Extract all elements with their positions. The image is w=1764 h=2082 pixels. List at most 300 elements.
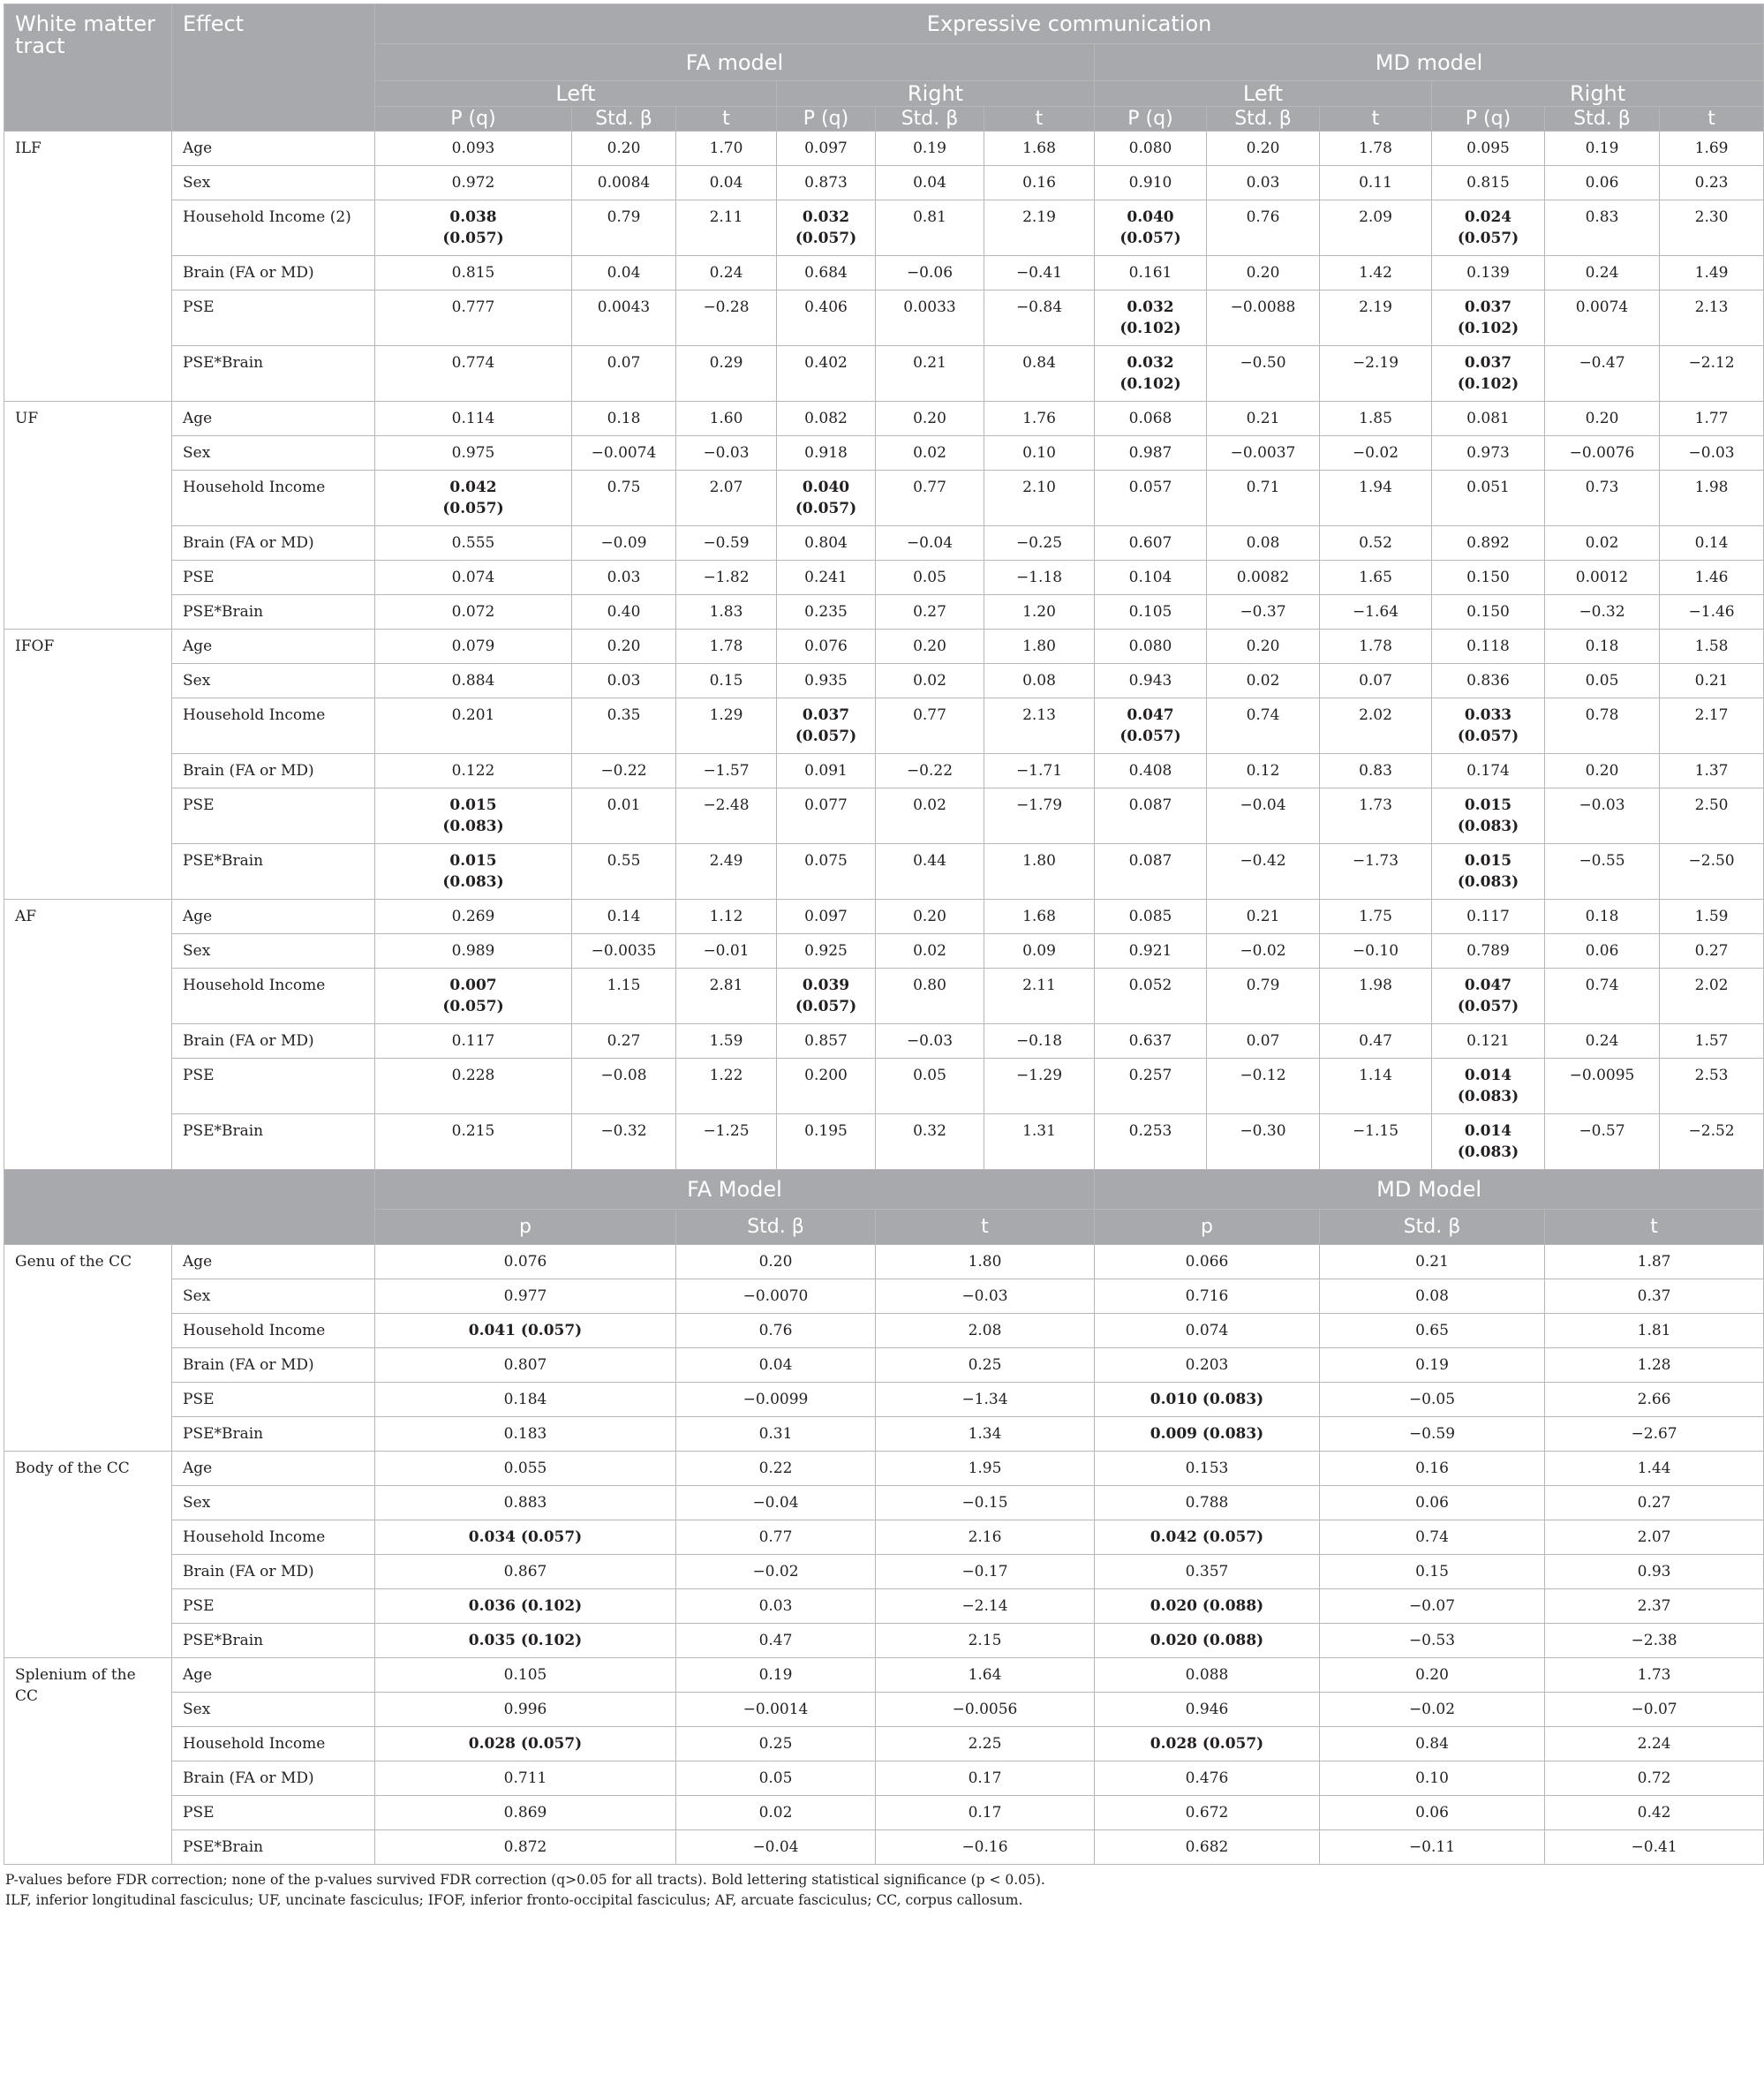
p-value: 0.975: [451, 444, 495, 462]
p-value: 0.072: [451, 603, 495, 621]
value-cell: 0.0012: [1545, 561, 1660, 595]
p-value-cell: [375, 561, 572, 595]
subheader-cell: t: [676, 107, 777, 132]
q-value: (0.083): [1457, 1143, 1519, 1161]
p-value-cell: [1432, 969, 1545, 1024]
results-table: [4, 4, 1764, 1865]
cc-subheader-cell: Std. β: [676, 1210, 876, 1245]
p-value-cell: [777, 595, 876, 630]
value-cell: −0.25: [984, 526, 1095, 561]
value-cell: 0.16: [984, 166, 1095, 200]
subheader-cell: P (q): [777, 107, 876, 132]
value-cell: −0.0099: [676, 1383, 876, 1417]
p-value-cell: [375, 200, 572, 256]
p-value: 0.684: [804, 264, 848, 282]
value-cell: −0.22: [876, 754, 984, 788]
effect-label: Household Income: [172, 698, 375, 754]
value-cell: −0.15: [876, 1486, 1095, 1520]
header-md-right: Right: [1432, 81, 1764, 107]
subheader-cell: Std. β: [1207, 107, 1320, 132]
value-cell: 0.84: [1320, 1727, 1545, 1761]
value-cell: 1.80: [984, 844, 1095, 900]
p-value: 0.087: [1128, 796, 1172, 814]
value-cell: 2.11: [676, 200, 777, 256]
p-value: 0.097: [804, 140, 848, 157]
cc-subheader-cell: p: [375, 1210, 676, 1245]
value-cell: 1.14: [1320, 1059, 1432, 1114]
value-cell: 0.0074: [1545, 290, 1660, 346]
cc-tract-name: Body of the CC: [4, 1452, 172, 1658]
q-value: (0.057): [442, 998, 504, 1015]
p-value-cell: [1095, 436, 1207, 471]
p-value: 0.081: [1466, 410, 1510, 427]
p-value-cell: [1095, 1059, 1207, 1114]
value-cell: 0.21: [1320, 1245, 1545, 1279]
value-cell: 1.94: [1320, 471, 1432, 526]
effect-label: Household Income: [172, 1520, 375, 1555]
p-value: 0.150: [1466, 603, 1510, 621]
p-value-cell: [1432, 595, 1545, 630]
p-value-cell: [1432, 132, 1545, 166]
value-cell: −0.0095: [1545, 1059, 1660, 1114]
value-cell: 0.14: [1660, 526, 1764, 561]
p-value-cell: [1432, 290, 1545, 346]
p-value: 0.114: [451, 410, 495, 427]
effect-label: Brain (FA or MD): [172, 1761, 375, 1796]
value-cell: 1.60: [676, 402, 777, 436]
value-cell: 0.20: [1207, 256, 1320, 290]
value-cell: 1.98: [1320, 969, 1432, 1024]
value-cell: 1.80: [984, 630, 1095, 664]
value-cell: 1.28: [1545, 1348, 1764, 1383]
q-value: (0.057): [1457, 230, 1519, 247]
p-value-cell: 0.682: [1095, 1830, 1320, 1865]
value-cell: 0.03: [676, 1589, 876, 1624]
value-cell: 2.19: [984, 200, 1095, 256]
p-value: 0.033: [1464, 706, 1512, 724]
table-row: [4, 900, 1764, 934]
p-value-cell: 0.010 (0.083): [1095, 1383, 1320, 1417]
p-value-cell: [1095, 844, 1207, 900]
value-cell: 0.20: [572, 630, 676, 664]
p-value-cell: 0.869: [375, 1796, 676, 1830]
p-value-cell: 0.183: [375, 1417, 676, 1452]
p-value: 0.815: [1466, 174, 1510, 192]
p-value-cell: 0.088: [1095, 1658, 1320, 1693]
value-cell: 0.18: [1545, 900, 1660, 934]
value-cell: 0.19: [676, 1658, 876, 1693]
effect-label: Sex: [172, 436, 375, 471]
value-cell: −0.0076: [1545, 436, 1660, 471]
value-cell: −0.02: [1207, 934, 1320, 969]
p-value-cell: [777, 436, 876, 471]
p-value-cell: [375, 132, 572, 166]
value-cell: 0.02: [876, 934, 984, 969]
p-value-cell: [1432, 934, 1545, 969]
effect-label: PSE*Brain: [172, 1624, 375, 1658]
value-cell: 2.08: [876, 1314, 1095, 1348]
effect-label: PSE: [172, 1059, 375, 1114]
table-row: [4, 346, 1764, 402]
p-value: 0.015: [449, 796, 497, 814]
p-value: 0.637: [1128, 1032, 1172, 1050]
value-cell: −0.22: [572, 754, 676, 788]
table-row: [4, 471, 1764, 526]
cc-table-row: [4, 1624, 1764, 1658]
value-cell: 0.05: [676, 1761, 876, 1796]
p-value: 0.972: [451, 174, 495, 192]
value-cell: 0.29: [676, 346, 777, 402]
value-cell: −0.37: [1207, 595, 1320, 630]
p-value: 0.884: [451, 672, 495, 690]
p-value-cell: [1432, 561, 1545, 595]
p-value-cell: [1095, 969, 1207, 1024]
value-cell: 1.73: [1320, 788, 1432, 844]
table-row: [4, 754, 1764, 788]
p-value: 0.039: [802, 977, 850, 994]
effect-label: PSE: [172, 788, 375, 844]
value-cell: 1.78: [676, 630, 777, 664]
value-cell: 0.27: [1660, 934, 1764, 969]
p-value-cell: 0.036 (0.102): [375, 1589, 676, 1624]
value-cell: 0.93: [1545, 1555, 1764, 1589]
table-row: [4, 561, 1764, 595]
p-value: 0.973: [1466, 444, 1510, 462]
value-cell: 2.24: [1545, 1727, 1764, 1761]
value-cell: 0.79: [572, 200, 676, 256]
p-value-cell: 0.716: [1095, 1279, 1320, 1314]
value-cell: 0.47: [676, 1624, 876, 1658]
q-value: (0.102): [1457, 375, 1519, 393]
p-value-cell: 0.996: [375, 1693, 676, 1727]
p-value: 0.257: [1128, 1067, 1172, 1084]
value-cell: 1.46: [1660, 561, 1764, 595]
p-value-cell: [1095, 166, 1207, 200]
value-cell: 0.08: [1207, 526, 1320, 561]
value-cell: 0.81: [876, 200, 984, 256]
value-cell: 2.53: [1660, 1059, 1764, 1114]
value-cell: 0.27: [572, 1024, 676, 1059]
effect-label: Household Income (2): [172, 200, 375, 256]
p-value: 0.057: [1128, 479, 1172, 496]
value-cell: 0.19: [876, 132, 984, 166]
value-cell: 0.32: [876, 1114, 984, 1170]
value-cell: 1.59: [676, 1024, 777, 1059]
p-value: 0.085: [1128, 908, 1172, 925]
p-value-cell: [777, 698, 876, 754]
effect-label: PSE*Brain: [172, 844, 375, 900]
value-cell: 0.27: [1545, 1486, 1764, 1520]
value-cell: −2.19: [1320, 346, 1432, 402]
p-value-cell: [375, 698, 572, 754]
q-value: (0.083): [1457, 1088, 1519, 1105]
p-value-cell: [375, 1024, 572, 1059]
value-cell: 0.83: [1545, 200, 1660, 256]
p-value: 0.121: [1466, 1032, 1510, 1050]
value-cell: 2.50: [1660, 788, 1764, 844]
p-value: 0.921: [1128, 942, 1172, 960]
table-row: [4, 788, 1764, 844]
value-cell: −0.03: [676, 436, 777, 471]
p-value: 0.925: [804, 942, 848, 960]
p-value: 0.047: [1127, 706, 1174, 724]
p-value-cell: [1432, 526, 1545, 561]
p-value: 0.607: [1128, 534, 1172, 552]
cc-table-row: [4, 1383, 1764, 1417]
value-cell: 2.37: [1545, 1589, 1764, 1624]
value-cell: 0.15: [676, 664, 777, 698]
q-value: (0.083): [1457, 818, 1519, 835]
p-value: 0.406: [804, 298, 848, 316]
value-cell: −0.0035: [572, 934, 676, 969]
p-value-cell: [1432, 200, 1545, 256]
value-cell: 0.22: [676, 1452, 876, 1486]
value-cell: −0.0014: [676, 1693, 876, 1727]
effect-label: Brain (FA or MD): [172, 754, 375, 788]
value-cell: −0.16: [876, 1830, 1095, 1865]
p-value: 0.918: [804, 444, 848, 462]
value-cell: −0.47: [1545, 346, 1660, 402]
p-value: 0.015: [1464, 796, 1512, 814]
p-value: 0.032: [1127, 298, 1174, 316]
value-cell: −0.59: [676, 526, 777, 561]
value-cell: 2.07: [1545, 1520, 1764, 1555]
p-value-cell: 0.009 (0.083): [1095, 1417, 1320, 1452]
p-value-cell: [1432, 436, 1545, 471]
p-value: 0.235: [804, 603, 848, 621]
value-cell: 0.10: [984, 436, 1095, 471]
value-cell: −1.64: [1320, 595, 1432, 630]
table-row: [4, 166, 1764, 200]
cc-table-row: [4, 1589, 1764, 1624]
effect-label: PSE*Brain: [172, 595, 375, 630]
p-value-cell: 0.035 (0.102): [375, 1624, 676, 1658]
value-cell: 1.75: [1320, 900, 1432, 934]
p-value: 0.080: [1128, 637, 1172, 655]
q-value: (0.057): [795, 230, 857, 247]
value-cell: 0.27: [876, 595, 984, 630]
p-value-cell: [375, 290, 572, 346]
value-cell: −0.03: [1545, 788, 1660, 844]
p-value-cell: [1095, 290, 1207, 346]
value-cell: 0.03: [572, 664, 676, 698]
value-cell: −0.07: [1545, 1693, 1764, 1727]
p-value: 0.032: [802, 208, 850, 226]
p-value-cell: 0.041 (0.057): [375, 1314, 676, 1348]
p-value-cell: 0.788: [1095, 1486, 1320, 1520]
p-value: 0.836: [1466, 672, 1510, 690]
value-cell: 2.81: [676, 969, 777, 1024]
value-cell: 1.83: [676, 595, 777, 630]
value-cell: −1.18: [984, 561, 1095, 595]
cc-subheader-cell: t: [876, 1210, 1095, 1245]
value-cell: −0.0070: [676, 1279, 876, 1314]
value-cell: −0.06: [876, 256, 984, 290]
value-cell: 2.13: [1660, 290, 1764, 346]
value-cell: −2.14: [876, 1589, 1095, 1624]
value-cell: 0.19: [1320, 1348, 1545, 1383]
p-value: 0.074: [451, 569, 495, 586]
tract-name: AF: [4, 900, 172, 1170]
cc-table-row: [4, 1279, 1764, 1314]
p-value-cell: 0.977: [375, 1279, 676, 1314]
p-value: 0.093: [451, 140, 495, 157]
cc-table-row: [4, 1245, 1764, 1279]
p-value: 0.253: [1128, 1122, 1172, 1140]
effect-label: PSE: [172, 561, 375, 595]
p-value: 0.104: [1128, 569, 1172, 586]
value-cell: 0.11: [1320, 166, 1432, 200]
value-cell: 2.10: [984, 471, 1095, 526]
effect-label: Age: [172, 900, 375, 934]
value-cell: 0.08: [1320, 1279, 1545, 1314]
value-cell: −1.57: [676, 754, 777, 788]
p-value-cell: [1095, 256, 1207, 290]
p-value: 0.015: [449, 852, 497, 870]
subheader-cell: P (q): [1432, 107, 1545, 132]
value-cell: 0.74: [1207, 698, 1320, 754]
value-cell: −0.03: [876, 1279, 1095, 1314]
table-row: [4, 698, 1764, 754]
p-value-cell: [1432, 630, 1545, 664]
p-value-cell: [1095, 934, 1207, 969]
value-cell: 0.42: [1545, 1796, 1764, 1830]
value-cell: 1.98: [1660, 471, 1764, 526]
value-cell: 0.02: [876, 664, 984, 698]
value-cell: −0.18: [984, 1024, 1095, 1059]
value-cell: −1.71: [984, 754, 1095, 788]
p-value: 0.079: [451, 637, 495, 655]
value-cell: 0.01: [572, 788, 676, 844]
value-cell: 1.31: [984, 1114, 1095, 1170]
p-value-cell: [375, 471, 572, 526]
table-row: [4, 402, 1764, 436]
value-cell: 0.19: [1545, 132, 1660, 166]
p-value-cell: [1095, 402, 1207, 436]
q-value: (0.057): [795, 998, 857, 1015]
p-value-cell: [375, 900, 572, 934]
value-cell: 0.20: [876, 630, 984, 664]
p-value-cell: 0.074: [1095, 1314, 1320, 1348]
effect-label: Age: [172, 1245, 375, 1279]
p-value: 0.195: [804, 1122, 848, 1140]
value-cell: 0.12: [1207, 754, 1320, 788]
p-value-cell: 0.028 (0.057): [1095, 1727, 1320, 1761]
effect-label: Age: [172, 1452, 375, 1486]
value-cell: −0.32: [1545, 595, 1660, 630]
effect-label: Age: [172, 1658, 375, 1693]
value-cell: 0.06: [1320, 1486, 1545, 1520]
value-cell: 0.17: [876, 1796, 1095, 1830]
value-cell: 1.73: [1545, 1658, 1764, 1693]
p-value-cell: 0.672: [1095, 1796, 1320, 1830]
p-value: 0.095: [1466, 140, 1510, 157]
subheader-cell: t: [1660, 107, 1764, 132]
value-cell: 0.55: [572, 844, 676, 900]
value-cell: 1.15: [572, 969, 676, 1024]
value-cell: 0.47: [1320, 1024, 1432, 1059]
value-cell: 1.34: [876, 1417, 1095, 1452]
effect-label: Age: [172, 132, 375, 166]
p-value-cell: [777, 1059, 876, 1114]
p-value-cell: [375, 788, 572, 844]
value-cell: −0.41: [1545, 1830, 1764, 1865]
value-cell: −0.09: [572, 526, 676, 561]
p-value-cell: [375, 436, 572, 471]
p-value: 0.015: [1464, 852, 1512, 870]
value-cell: 2.09: [1320, 200, 1432, 256]
effect-label: PSE*Brain: [172, 1114, 375, 1170]
p-value: 0.105: [1128, 603, 1172, 621]
p-value-cell: [1095, 900, 1207, 934]
p-value-cell: [1432, 788, 1545, 844]
value-cell: 0.14: [572, 900, 676, 934]
value-cell: 0.05: [876, 561, 984, 595]
effect-label: PSE: [172, 1796, 375, 1830]
q-value: (0.102): [1119, 320, 1181, 337]
value-cell: 2.13: [984, 698, 1095, 754]
p-value: 0.857: [804, 1032, 848, 1050]
value-cell: 0.20: [676, 1245, 876, 1279]
value-cell: 0.04: [676, 1348, 876, 1383]
value-cell: −1.79: [984, 788, 1095, 844]
p-value: 0.228: [451, 1067, 495, 1084]
q-value: (0.102): [1119, 375, 1181, 393]
value-cell: 0.0033: [876, 290, 984, 346]
cc-subheader-cell: t: [1545, 1210, 1764, 1245]
value-cell: 2.07: [676, 471, 777, 526]
value-cell: 0.07: [1207, 1024, 1320, 1059]
value-cell: −0.01: [676, 934, 777, 969]
value-cell: 0.02: [1207, 664, 1320, 698]
value-cell: 0.76: [1207, 200, 1320, 256]
p-value-cell: 0.872: [375, 1830, 676, 1865]
p-value: 0.097: [804, 908, 848, 925]
effect-label: Brain (FA or MD): [172, 1348, 375, 1383]
value-cell: 0.20: [572, 132, 676, 166]
value-cell: 0.21: [1207, 402, 1320, 436]
value-cell: 2.02: [1320, 698, 1432, 754]
p-value: 0.052: [1128, 977, 1172, 994]
effect-label: Household Income: [172, 471, 375, 526]
p-value-cell: [375, 402, 572, 436]
value-cell: 2.30: [1660, 200, 1764, 256]
header-md-model: MD model: [1095, 44, 1764, 81]
value-cell: 0.05: [1545, 664, 1660, 698]
value-cell: 0.37: [1545, 1279, 1764, 1314]
table-row: [4, 969, 1764, 1024]
value-cell: 0.17: [876, 1761, 1095, 1796]
table-row: [4, 256, 1764, 290]
p-value: 0.215: [451, 1122, 495, 1140]
p-value-cell: [1432, 471, 1545, 526]
p-value-cell: [1432, 900, 1545, 934]
value-cell: −0.03: [1660, 436, 1764, 471]
value-cell: 0.77: [876, 471, 984, 526]
value-cell: −1.46: [1660, 595, 1764, 630]
p-value: 0.076: [804, 637, 848, 655]
value-cell: 1.49: [1660, 256, 1764, 290]
value-cell: −1.25: [676, 1114, 777, 1170]
value-cell: 0.04: [876, 166, 984, 200]
value-cell: −0.04: [1207, 788, 1320, 844]
p-value: 0.080: [1128, 140, 1172, 157]
p-value: 0.032: [1127, 354, 1174, 372]
value-cell: −0.28: [676, 290, 777, 346]
value-cell: 0.06: [1545, 166, 1660, 200]
value-cell: −0.04: [676, 1486, 876, 1520]
p-value-cell: 0.711: [375, 1761, 676, 1796]
